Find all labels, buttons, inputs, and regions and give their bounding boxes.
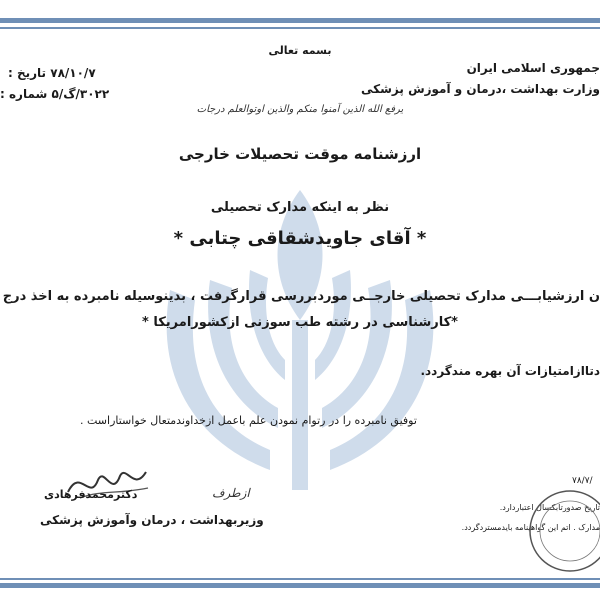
top-border-band bbox=[0, 18, 600, 23]
signer-name: دکترمحمدفرهادی bbox=[44, 488, 138, 501]
official-stamp-icon bbox=[525, 486, 600, 576]
top-border-thin-band bbox=[0, 27, 600, 29]
date-field bbox=[8, 66, 96, 80]
number-label: شماره : bbox=[0, 87, 48, 101]
bottom-border-thin-band bbox=[0, 578, 600, 580]
certificate-body-line3: دتاازامتیازات آن بهره مندگردد. bbox=[420, 364, 600, 378]
return-note: مدارک . اتم این گواهینامه بایدمستردگردد. bbox=[461, 523, 600, 532]
emblem-watermark-icon bbox=[150, 170, 450, 500]
signer-title: وزیربهداشت ، درمان وآموزش پزشکی bbox=[40, 513, 264, 527]
certificate-degree-line: *کارشناسی در رشته طب سوزنی ازکشورامریکا * bbox=[142, 315, 458, 330]
certificate-body-line1: ن ارزشیابـــی مدارک تحصیلی خارجــی موردبررسی قرارگرفت ، بدینوسیله نامبرده به اخذ درج bbox=[2, 289, 600, 304]
org-name-line1: جمهوری اسلامی ایران bbox=[466, 61, 600, 75]
org-name-line2: وزارت بهداشت ،درمان و آموزش پزشکی bbox=[361, 82, 600, 96]
bismillah-heading: بسمه تعالی bbox=[268, 44, 332, 57]
certificate-intro: نظر به اینکه مدارک تحصیلی bbox=[210, 200, 390, 215]
on-behalf-label: ازطرف bbox=[212, 486, 250, 500]
recipient-name: * آقای جاویدشقاقی چتابی * bbox=[173, 228, 427, 249]
certificate-closing: توفیق نامبرده را در رتوام نمودن علم باعمل ازخداوندمتعال خواستاراست . bbox=[80, 414, 417, 427]
footer-date: ۷۸/۷/ bbox=[572, 476, 593, 486]
date-value: ۷۸/۱۰/۷ bbox=[50, 66, 96, 80]
validity-note: تاریخ صدورتابکسال اعتباردارد. bbox=[499, 503, 600, 512]
number-field bbox=[0, 87, 109, 101]
date-label: تاریخ : bbox=[8, 66, 47, 80]
quran-verse: یرفع الله الذین آمنوا منکم والذین اوتوالعلم درجات bbox=[196, 104, 404, 115]
certificate-title: ارزشنامه موقت تحصیلات خارجی bbox=[178, 145, 422, 163]
number-value: ۳۰۲۲/گ/۵ bbox=[51, 87, 110, 101]
bottom-border-band bbox=[0, 583, 600, 588]
